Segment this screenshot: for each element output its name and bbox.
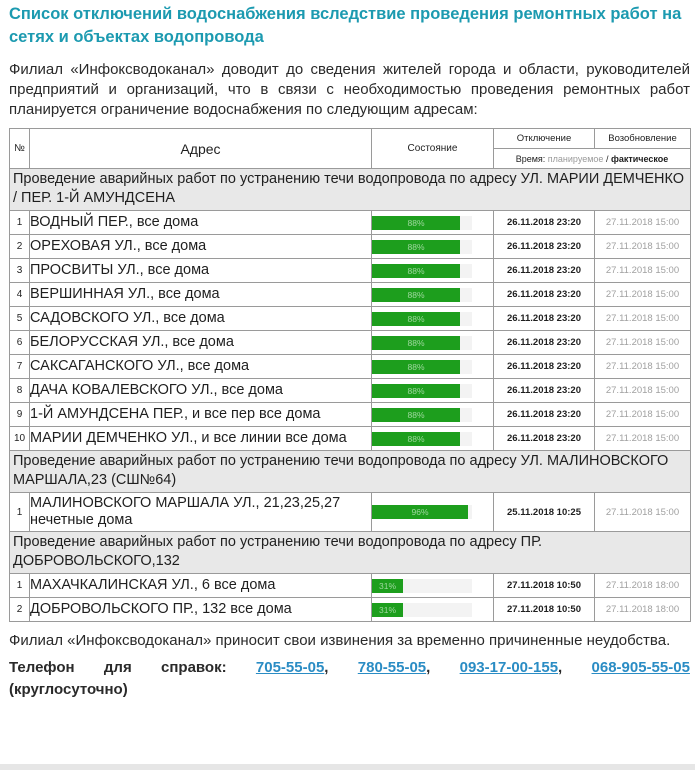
row-number: 6 [10, 331, 30, 355]
progress-bar [372, 264, 472, 278]
header-on: Возобновление [595, 129, 691, 149]
row-number: 1 [10, 493, 30, 532]
row-state [372, 259, 494, 283]
progress-fill: 88% [372, 288, 460, 302]
row-off-time: 27.11.2018 10:50 [494, 574, 595, 598]
row-on-time: 27.11.2018 15:00 [595, 307, 691, 331]
progress-fill: 88% [372, 384, 460, 398]
phone-link-2[interactable]: 780-55-05 [357, 659, 427, 676]
table-row [10, 331, 691, 355]
row-off-time: 26.11.2018 23:20 [494, 307, 595, 331]
row-address: ОРЕХОВАЯ УЛ., все дома [30, 235, 372, 259]
progress-bar [372, 216, 472, 230]
row-number: 8 [10, 379, 30, 403]
row-state [372, 211, 494, 235]
progress-bar [372, 432, 472, 446]
table-body [10, 169, 691, 622]
phone-label-word: Телефон [9, 659, 75, 676]
table-row [10, 355, 691, 379]
progress-fill: 96% [372, 505, 468, 519]
phone-label-word: для [103, 659, 132, 676]
row-number: 9 [10, 403, 30, 427]
row-on-time: 27.11.2018 15:00 [595, 259, 691, 283]
contacts-block [9, 657, 690, 701]
row-state [372, 493, 494, 532]
row-address: ДОБРОВОЛЬСКОГО ПР., 132 все дома [30, 598, 372, 622]
row-number: 5 [10, 307, 30, 331]
progress-bar [372, 408, 472, 422]
apology-text: Филиал «Инфоксводоканал» приносит свои извинения за временно причиненные неудобства. [9, 632, 671, 649]
group-row [10, 451, 691, 493]
row-number: 7 [10, 355, 30, 379]
row-number: 4 [10, 283, 30, 307]
header-off: Отключение [494, 129, 595, 149]
group-title: Проведение аварийных работ по устранению течи водопровода по адресу ПР. ДОБРОВОЛЬСКОГО,132 [10, 532, 691, 574]
row-off-time: 26.11.2018 23:20 [494, 427, 595, 451]
progress-fill: 31% [372, 603, 403, 617]
progress-fill: 88% [372, 360, 460, 374]
row-address: ДАЧА КОВАЛЕВСКОГО УЛ., все дома [30, 379, 372, 403]
row-off-time: 26.11.2018 23:20 [494, 379, 595, 403]
row-number: 1 [10, 211, 30, 235]
row-off-time: 26.11.2018 23:20 [494, 235, 595, 259]
progress-bar [372, 384, 472, 398]
table-row [10, 427, 691, 451]
group-row [10, 532, 691, 574]
progress-bar [372, 312, 472, 326]
header-num: № [10, 129, 30, 169]
header-state: Состояние [372, 129, 494, 169]
table-row [10, 493, 691, 532]
progress-fill: 88% [372, 216, 460, 230]
progress-fill: 31% [372, 579, 403, 593]
row-off-time: 26.11.2018 23:20 [494, 331, 595, 355]
header-time-legend [494, 149, 691, 169]
row-address: БЕЛОРУССКАЯ УЛ., все дома [30, 331, 372, 355]
row-state [372, 574, 494, 598]
row-number: 2 [10, 598, 30, 622]
row-number: 2 [10, 235, 30, 259]
row-state [372, 355, 494, 379]
row-off-time: 27.11.2018 10:50 [494, 598, 595, 622]
row-on-time: 27.11.2018 15:00 [595, 235, 691, 259]
row-number: 10 [10, 427, 30, 451]
row-on-time: 27.11.2018 15:00 [595, 427, 691, 451]
row-number: 3 [10, 259, 30, 283]
table-row [10, 598, 691, 622]
legend-planned: планируемое [547, 153, 604, 164]
progress-fill: 88% [372, 336, 460, 350]
progress-fill: 88% [372, 264, 460, 278]
row-on-time: 27.11.2018 18:00 [595, 574, 691, 598]
row-state [372, 403, 494, 427]
row-on-time: 27.11.2018 15:00 [595, 379, 691, 403]
table-row [10, 379, 691, 403]
progress-bar [372, 360, 472, 374]
row-off-time: 26.11.2018 23:20 [494, 403, 595, 427]
row-state [372, 235, 494, 259]
intro-text: Филиал «Инфоксводоканал» доводит до сведения жителей города и области, руководителей предприятий и организаций, что в связи с необходимостью проведения ремонтных работ планируется ограничение водоснабжения по следующим адресам: [9, 61, 690, 118]
table-row [10, 211, 691, 235]
progress-fill: 88% [372, 240, 460, 254]
progress-fill: 88% [372, 408, 460, 422]
row-address: ВОДНЫЙ ПЕР., все дома [30, 211, 372, 235]
progress-bar [372, 240, 472, 254]
row-state [372, 283, 494, 307]
phone-link-wrap: 780-55-05, [357, 659, 431, 676]
row-on-time: 27.11.2018 15:00 [595, 331, 691, 355]
row-address: САДОВСКОГО УЛ., все дома [30, 307, 372, 331]
row-off-time: 25.11.2018 10:25 [494, 493, 595, 532]
row-on-time: 27.11.2018 15:00 [595, 403, 691, 427]
phone-link-1[interactable]: 705-55-05 [255, 659, 325, 676]
phone-link-wrap: 093-17-00-155, [459, 659, 563, 676]
legend-separator: / [605, 153, 609, 164]
row-on-time: 27.11.2018 15:00 [595, 211, 691, 235]
row-number: 1 [10, 574, 30, 598]
outages-table [9, 128, 691, 622]
row-address: МАЛИНОВСКОГО МАРШАЛА УЛ., 21,23,25,27 нечетные дома [30, 493, 372, 532]
phone-link-4[interactable]: 068-905-55-05 [591, 659, 690, 676]
legend-actual: фактическое [610, 153, 669, 164]
row-state [372, 427, 494, 451]
table-row [10, 574, 691, 598]
row-on-time: 27.11.2018 15:00 [595, 355, 691, 379]
row-address: МАХАЧКАЛИНСКАЯ УЛ., 6 все дома [30, 574, 372, 598]
progress-bar [372, 336, 472, 350]
legend-prefix: Время: [515, 153, 546, 164]
phone-label-word: справок: [161, 659, 227, 676]
table-row [10, 307, 691, 331]
row-address: ВЕРШИННАЯ УЛ., все дома [30, 283, 372, 307]
row-off-time: 26.11.2018 23:20 [494, 283, 595, 307]
table-row [10, 403, 691, 427]
phone-link-3[interactable]: 093-17-00-155 [459, 659, 559, 676]
progress-fill: 88% [372, 312, 460, 326]
contacts-note: (круглосуточно) [9, 681, 128, 698]
page-title: Список отключений водоснабжения вследствие проведения ремонтных работ на сетях и объектах водопровода [9, 5, 682, 46]
row-address: МАРИИ ДЕМЧЕНКО УЛ., и все линии все дома [30, 427, 372, 451]
progress-bar [372, 288, 472, 302]
table-row [10, 259, 691, 283]
progress-bar [372, 505, 472, 519]
group-title: Проведение аварийных работ по устранению течи водопровода по адресу УЛ. МАЛИНОВСКОГО МАРШАЛА,23 (СШ№64) [10, 451, 691, 493]
row-state [372, 307, 494, 331]
row-address: 1-Й АМУНДСЕНА ПЕР., и все пер все дома [30, 403, 372, 427]
progress-fill: 88% [372, 432, 460, 446]
row-off-time: 26.11.2018 23:20 [494, 355, 595, 379]
phone-line [9, 657, 690, 679]
row-state [372, 598, 494, 622]
row-on-time: 27.11.2018 15:00 [595, 283, 691, 307]
phone-link-wrap: 705-55-05, [255, 659, 329, 676]
header-address: Адрес [30, 129, 372, 169]
row-address: ПРОСВИТЫ УЛ., все дома [30, 259, 372, 283]
table-row [10, 283, 691, 307]
row-address: САКСАГАНСКОГО УЛ., все дома [30, 355, 372, 379]
row-state [372, 331, 494, 355]
table-row [10, 235, 691, 259]
progress-bar [372, 603, 472, 617]
row-off-time: 26.11.2018 23:20 [494, 259, 595, 283]
group-title: Проведение аварийных работ по устранению течи водопровода по адресу УЛ. МАРИИ ДЕМЧЕНКО / ПЕР. 1-Й АМУНДСЕНА [10, 169, 691, 211]
group-row [10, 169, 691, 211]
row-on-time: 27.11.2018 18:00 [595, 598, 691, 622]
row-state [372, 379, 494, 403]
row-off-time: 26.11.2018 23:20 [494, 211, 595, 235]
row-on-time: 27.11.2018 15:00 [595, 493, 691, 532]
progress-bar [372, 579, 472, 593]
